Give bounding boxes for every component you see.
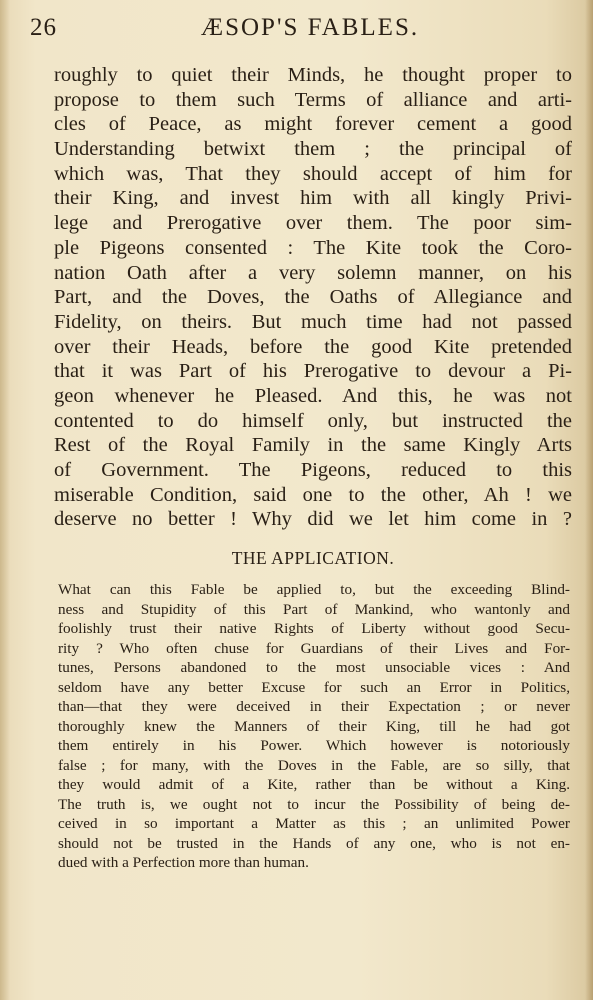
text-line: should not be trusted in the Hands of any one, who is not en- bbox=[58, 834, 570, 852]
page-number: 26 bbox=[30, 14, 57, 41]
text-line: seldom have any better Excuse for such an Error in Politics, bbox=[58, 678, 570, 696]
text-line: over their Heads, before the good Kite pretended bbox=[54, 335, 572, 358]
text-line: ple Pigeons consented : The Kite took the Coro- bbox=[54, 236, 572, 259]
text-line: them entirely in his Power. Which however is notoriously bbox=[58, 737, 570, 754]
binding-shadow bbox=[0, 0, 10, 1000]
fable-text bbox=[54, 63, 572, 532]
text-line: thoroughly knew the Manners of their King, till he had got bbox=[58, 717, 570, 735]
text-line: Part, and the Doves, the Oaths of Allegiance and bbox=[54, 286, 572, 309]
text-line: The truth is, we ought not to incur the Possibility of being de- bbox=[58, 795, 570, 813]
text-line: nation Oath after a very solemn manner, on his bbox=[54, 261, 572, 284]
text-line: deserve no better ! Why did we let him come in ? bbox=[54, 508, 572, 531]
text-line: miserable Condition, said one to the other, Ah ! we bbox=[54, 483, 572, 506]
text-line: roughly to quiet their Minds, he thought proper to bbox=[54, 64, 572, 86]
text-line: cles of Peace, as might forever cement a good bbox=[54, 113, 572, 136]
page-edge-shadow bbox=[585, 0, 593, 1000]
text-line: rity ? Who often chuse for Guardians of their Lives and For- bbox=[58, 639, 570, 657]
text-line: lege and Prerogative over them. The poor sim- bbox=[54, 212, 572, 235]
text-line: their King, and invest him with all kingly Privi- bbox=[54, 187, 572, 210]
running-head bbox=[30, 14, 570, 46]
text-line: tunes, Persons abandoned to the most unsociable vices : And bbox=[58, 659, 570, 676]
text-line: propose to them such Terms of alliance and arti- bbox=[54, 88, 572, 111]
text-line: false ; for many, with the Doves in the Fable, are so silly, that bbox=[58, 756, 570, 774]
text-line: Understanding betwixt them ; the principal of bbox=[54, 138, 572, 161]
text-line: dued with a Perfection more than human. bbox=[58, 854, 309, 871]
text-line: contented to do himself only, but instructed the bbox=[54, 409, 572, 432]
text-line: that it was Part of his Prerogative to devour a Pi- bbox=[54, 360, 572, 383]
text-line: foolishly trust their native Rights of Liberty without good Secu- bbox=[58, 620, 570, 637]
text-line: than—that they were deceived in their Expectation ; or never bbox=[58, 698, 570, 715]
text-line: ceived in so important a Matter as this ; an unlimited Power bbox=[58, 815, 570, 832]
text-line: of Government. The Pigeons, reduced to this bbox=[54, 459, 572, 481]
text-line: they would admit of a Kite, rather than be without a King. bbox=[58, 776, 570, 793]
text-line: Rest of the Royal Family in the same Kingly Arts bbox=[54, 434, 572, 457]
text-line: ness and Stupidity of this Part of Mankind, who wantonly and bbox=[58, 600, 570, 618]
section-heading: THE APPLICATION. bbox=[231, 548, 395, 568]
application-text bbox=[58, 580, 570, 873]
text-line: which was, That they should accept of him for bbox=[54, 162, 572, 185]
text-line: What can this Fable be applied to, but the exceeding Blind- bbox=[58, 581, 570, 598]
text-line: geon whenever he Pleased. And this, he was not bbox=[54, 384, 572, 407]
text-line: Fidelity, on theirs. But much time had not passed bbox=[54, 310, 572, 333]
running-title: ÆSOP'S FABLES. bbox=[200, 14, 420, 41]
